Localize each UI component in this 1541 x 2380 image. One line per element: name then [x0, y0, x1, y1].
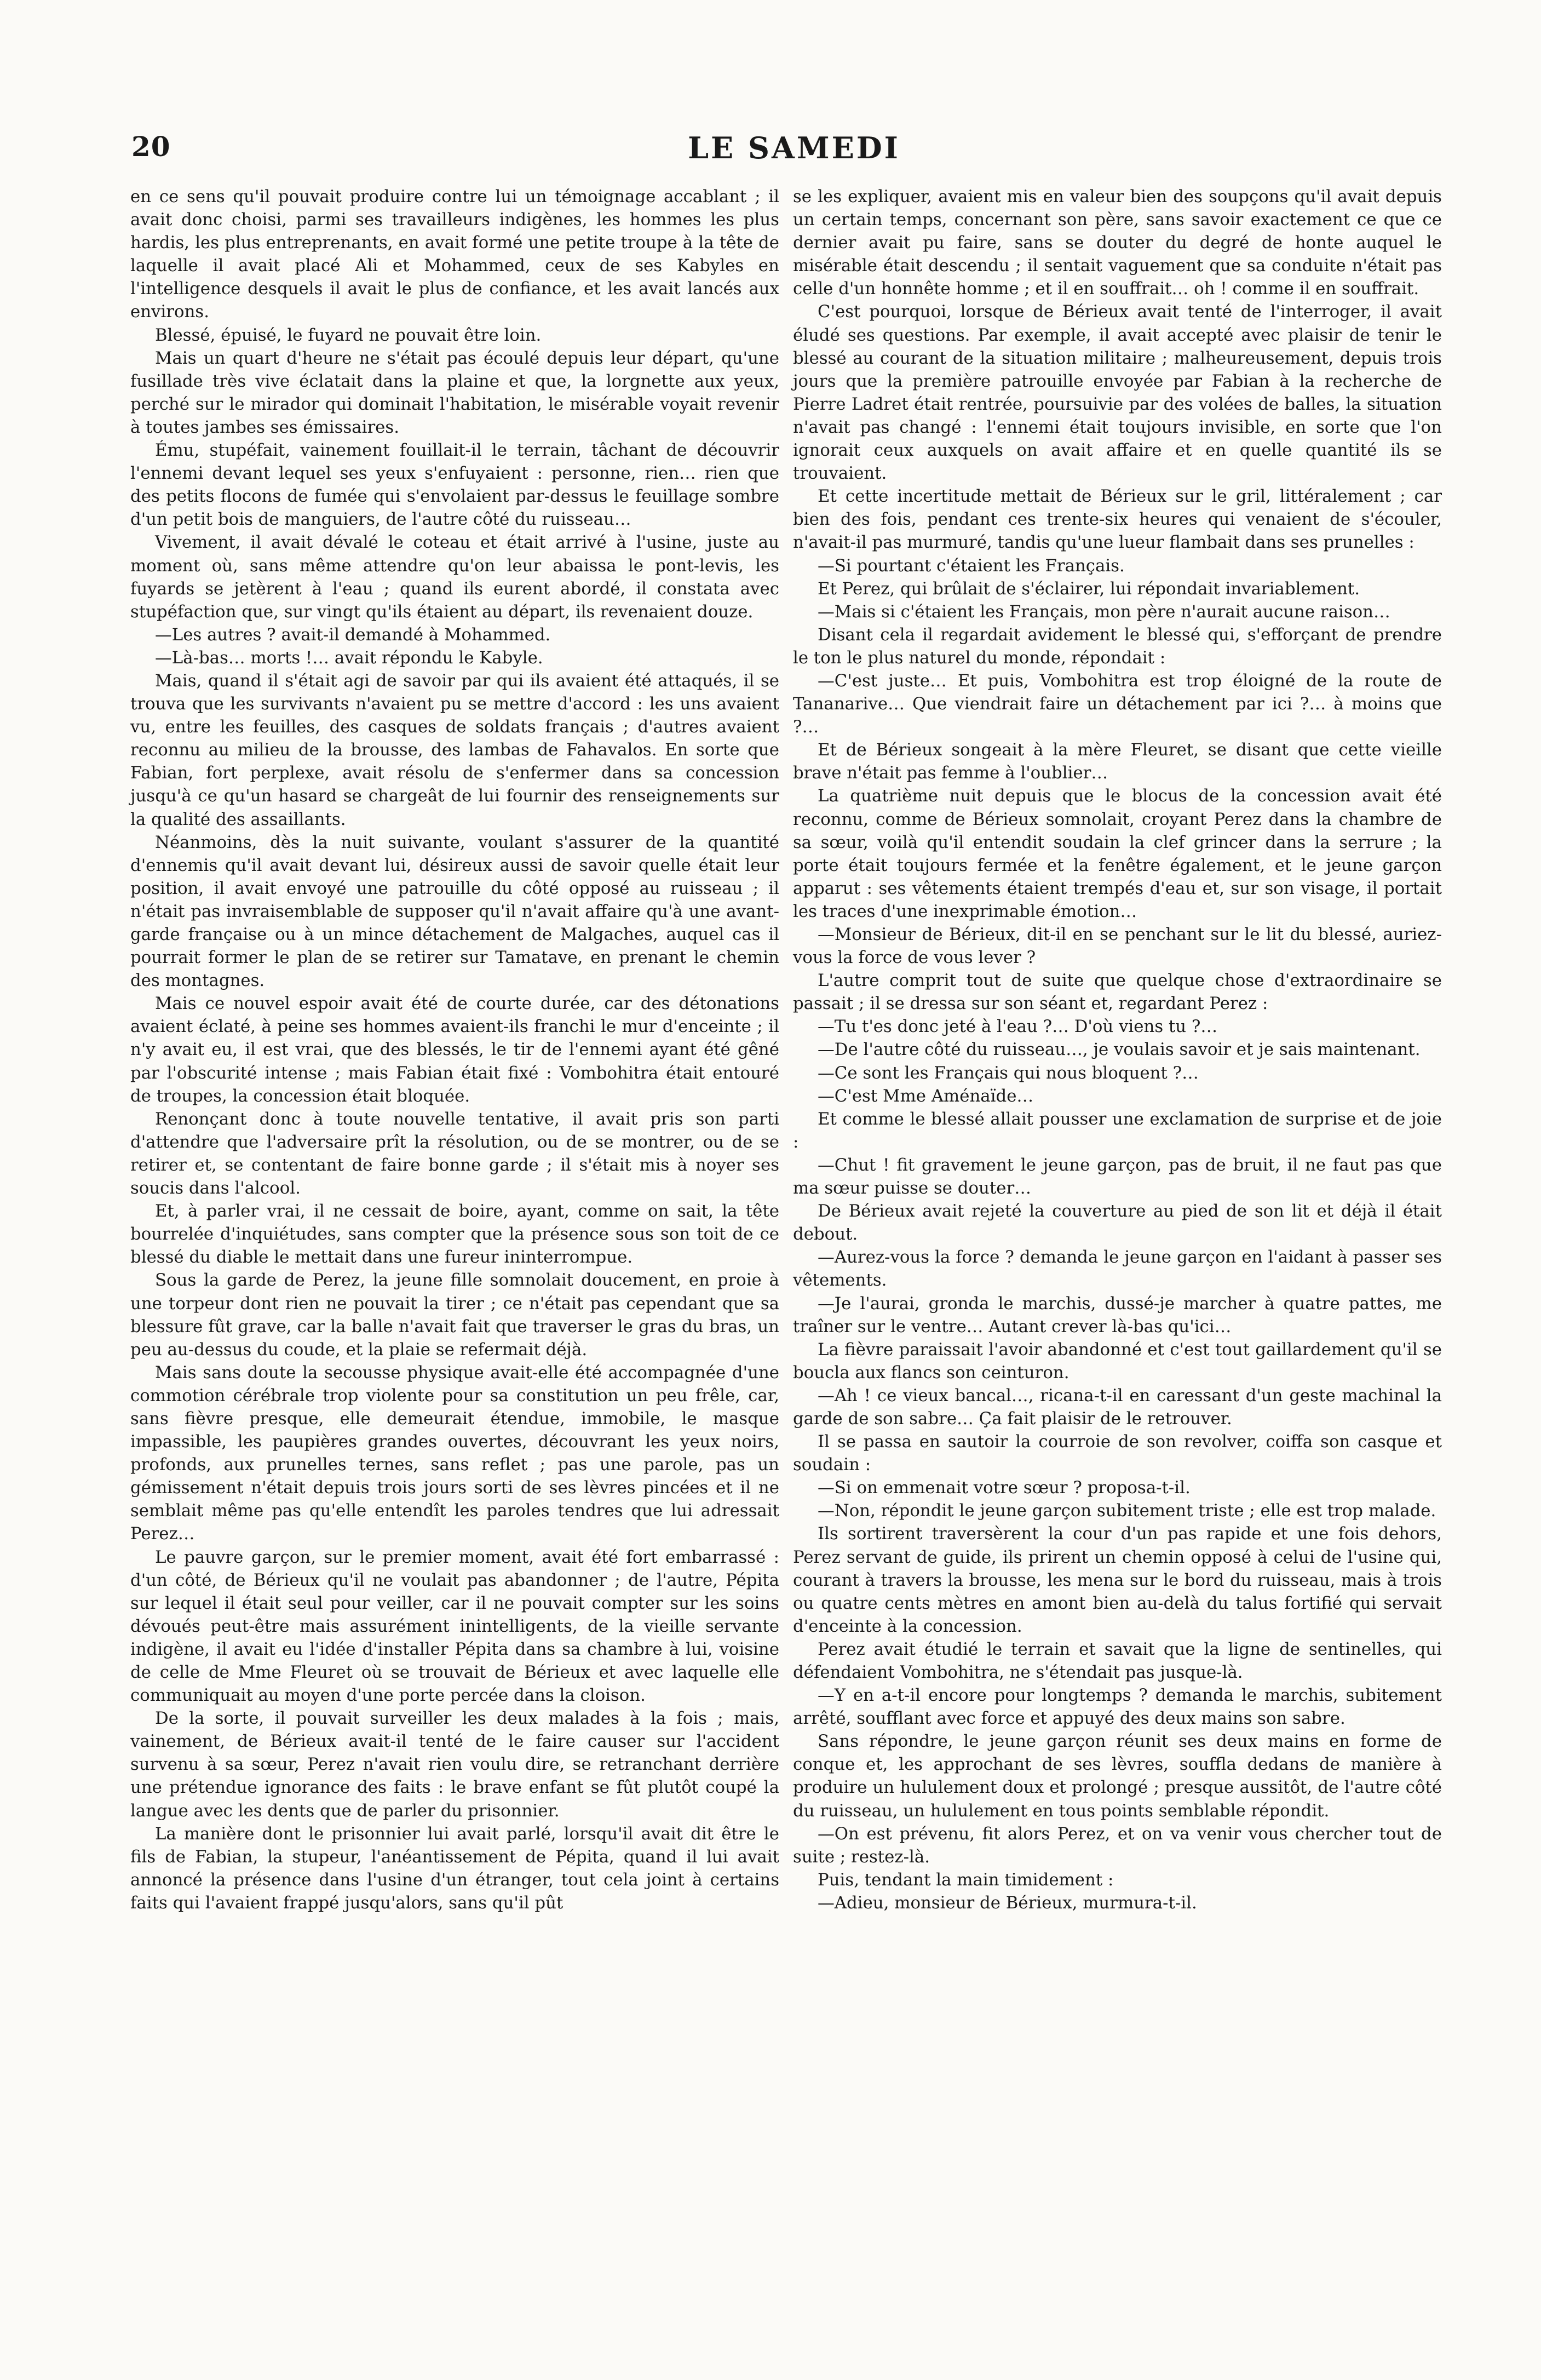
paragraph: —Les autres ? avait-il demandé à Mohammed. [155, 624, 551, 645]
paragraph: Il se passa en sautoir la courroie de son revolver, coiffa son casque et soudain : [793, 1432, 1442, 1475]
paragraph: —Là-bas… morts !… avait répondu le Kabyle. [155, 647, 543, 668]
paragraph: Sous la garde de Perez, la jeune fille somnolait doucement, en proie à une torpeur dont rien ne pouvait la tirer ; ce n'était pas cependant que sa blessure fût grave, car la balle n'avait fait que traverser le gras du bras, un peu au-dessus du coude, et la plaie se refermait déjà. [130, 1270, 779, 1360]
paragraph: —Y en a-t-il encore pour longtemps ? demanda le marchis, subitement arrêté, soufflant avec force et appuyé des deux mains son sabre. [793, 1685, 1442, 1729]
page-header [126, 130, 1462, 174]
paragraph: Mais un quart d'heure ne s'était pas écoulé depuis leur départ, qu'une fusillade très vive éclatait dans la plaine et que, la lorgnette aux yeux, perché sur le mirador qui dominait l'habitation, le misérable voyait revenir à toutes jambes ses émissaires. [130, 348, 779, 437]
paragraph: Mais sans doute la secousse physique avait-elle été accompagnée d'une commotion cérébrale trop violente pour sa constitution un peu frêle, car, sans fièvre presque, elle demeurait étendue, immobile, le masque impassible, les paupières grandes ouvertes, découvrant les yeux noirs, profonds, aux prunelles ternes, sans reflet ; pas une parole, pas un gémissement n'était depuis trois jours sorti de ses lèvres pincées et il ne semblait même pas qu'elle entendît les paroles tendres que lui adressait Perez… [130, 1362, 779, 1544]
paragraph: La quatrième nuit depuis que le blocus de la concession avait été reconnu, comme de Bérieux somnolait, croyant Perez dans la chambre de sa sœur, voilà qu'il entendit soudain la clef grincer dans la serrure ; la porte était toujours fermée et la fenêtre également, et le jeune garçon apparut : ses vêtements étaient trempés d'eau et, sur son visage, il portait les traces d'une inexprimable émotion… [793, 786, 1442, 921]
paragraph: —Tu t'es donc jeté à l'eau ?… D'où viens tu ?… [818, 1017, 1218, 1037]
paragraph: Et Perez, qui brûlait de s'éclairer, lui répondait invariablement. [818, 578, 1360, 599]
paragraph: Néanmoins, dès la nuit suivante, voulant s'assurer de la quantité d'ennemis qu'il avait devant lui, désireux aussi de savoir quelle était leur position, il avait envoyé une patrouille du côté opposé au ruisseau ; il n'était pas invraisemblable de supposer qu'il n'avait affaire qu'à une avant-garde française ou à un mince détachement de Malgaches, auquel cas il pourrait former le plan de se retirer sur Tamatave, en prenant le chemin des montagnes. [130, 832, 779, 991]
paragraph: —De l'autre côté du ruisseau…, je voulais savoir et je sais maintenant. [818, 1040, 1421, 1060]
paragraph: —On est prévenu, fit alors Perez, et on va venir vous chercher tout de suite ; restez-là. [793, 1823, 1442, 1867]
paragraph: Et de Bérieux songeait à la mère Fleuret, se disant que cette vieille brave n'était pas femme à l'oublier… [793, 740, 1442, 783]
left-column [130, 185, 779, 1914]
paragraph: se les expliquer, avaient mis en valeur bien des soupçons qu'il avait depuis un certain temps, concernant son père, sans savoir exactement ce que ce dernier avait pu faire, sans se douter du degré de honte auquel le misérable était descendu ; il sentait vaguement que sa conduite n'était pas celle d'un honnête homme ; et il en souffrait… oh ! comme il en souffrait. [793, 187, 1442, 299]
paragraph: en ce sens qu'il pouvait produire contre lui un témoignage accablant ; il avait donc choisi, parmi ses travailleurs indigènes, les hommes les plus hardis, les plus entreprenants, en avait formé une petite troupe à la tête de laquelle il avait placé Ali et Mohammed, ceux de ses Kabyles en l'intelligence desquels il avait le plus de confiance, et les avait lancés aux environs. [130, 187, 779, 322]
paragraph: Le pauvre garçon, sur le premier moment, avait été fort embarrassé : d'un côté, de Bérieux qu'il ne voulait pas abandonner ; de l'autre, Pépita sur lequel il était seul pour veiller, car il ne pouvait compter sur les soins dévoués peut-être mais assurément inintelligents, de la vieille servante indigène, il avait eu l'idée d'installer Pépita dans sa chambre à lui, voisine de celle de Mme Fleuret où se trouvait de Bérieux et avec laquelle elle communiquait au moyen d'une porte percée dans la cloison. [130, 1547, 779, 1706]
paragraph: —Non, répondit le jeune garçon subitement triste ; elle est trop malade. [818, 1501, 1436, 1521]
paragraph: Ils sortirent traversèrent la cour d'un pas rapide et une fois dehors, Perez servant de guide, ils prirent un chemin opposé à celui de l'usine qui, courant à travers la brousse, les mena sur le bord du ruisseau, mais à trois ou quatre cents mètres en amont bien au-delà du talus fortifié qui servait d'enceinte à la concession. [793, 1524, 1442, 1636]
page-number: 20 [131, 130, 171, 163]
paragraph: Blessé, épuisé, le fuyard ne pouvait être loin. [155, 325, 542, 345]
paragraph: —C'est Mme Aménaïde… [818, 1086, 1034, 1106]
paragraph: Perez avait étudié le terrain et savait que la ligne de sentinelles, qui défendaient Vombohitra, ne s'étendait pas jusque-là. [793, 1639, 1442, 1682]
right-column [793, 185, 1442, 1914]
paragraph: —Chut ! fit gravement le jeune garçon, pas de bruit, il ne faut pas que ma sœur puisse se douter… [793, 1155, 1442, 1198]
paragraph: —Monsieur de Bérieux, dit-il en se penchant sur le lit du blessé, auriez-vous la force de vous lever ? [793, 925, 1442, 968]
paragraph: —C'est juste… Et puis, Vombohitra est trop éloigné de la route de Tananarive… Que viendrait faire un détachement par ici ?… à moins que ?… [793, 670, 1442, 737]
paragraph: Mais, quand il s'était agi de savoir par qui ils avaient été attaqués, il se trouva que les survivants n'avaient pu se mettre d'accord : les uns avaient vu, entre les feuilles, des casques de soldats français ; d'autres avaient reconnu au milieu de la brousse, des lambas de Fahavalos. En sorte que Fabian, fort perplexe, avait résolu de s'enfermer dans sa concession jusqu'à ce qu'un hasard se chargeât de lui fournir des renseignements sur la qualité des assaillants. [130, 670, 779, 829]
paragraph: L'autre comprit tout de suite que quelque chose d'extraordinaire se passait ; il se dressa sur son séant et, regardant Perez : [793, 971, 1442, 1014]
paragraph: De Bérieux avait rejeté la couverture au pied de son lit et déjà il était debout. [793, 1201, 1442, 1245]
paragraph: Et comme le blessé allait pousser une exclamation de surprise et de joie : [793, 1109, 1442, 1152]
paragraph: Disant cela il regardait avidement le blessé qui, s'efforçant de prendre le ton le plus naturel du monde, répondait : [793, 624, 1442, 668]
paragraph: Renonçant donc à toute nouvelle tentative, il avait pris son parti d'attendre que l'adversaire prît la résolution, ou de se montrer, ou de se retirer et, se contentant de faire bonne garde ; il s'était mis à noyer ses soucis dans l'alcool. [130, 1109, 779, 1198]
paragraph: Puis, tendant la main timidement : [818, 1869, 1114, 1890]
paragraph: —Adieu, monsieur de Bérieux, murmura-t-il. [818, 1892, 1197, 1913]
paragraph: Mais ce nouvel espoir avait été de courte durée, car des détonations avaient éclaté, à peine ses hommes avaient-ils franchi le mur d'enceinte ; il n'y avait eu, il est vrai, que des blessés, le tir de l'ennemi ayant été gêné par l'obscurité intense ; mais Fabian était fixé : Vombohitra était entouré de troupes, la concession était bloquée. [130, 994, 779, 1106]
paragraph: C'est pourquoi, lorsque de Bérieux avait tenté de l'interroger, il avait éludé ses questions. Par exemple, il avait accepté avec plaisir de tenir le blessé au courant de la situation militaire ; malheureusement, depuis trois jours que la première patrouille envoyée par Fabian à la recherche de Pierre Ladret était rentrée, poursuivie par des volées de balles, la situation n'avait pas changé : l'ennemi était toujours invisible, en sorte que l'on ignorait ceux auxquels on avait affaire et en quelle quantité ils se trouvaient. [793, 302, 1442, 484]
paragraph: Vivement, il avait dévalé le coteau et était arrivé à l'usine, juste au moment où, sans même attendre qu'on leur abaissa le pont-levis, les fuyards se jetèrent à l'eau ; quand ils eurent abordé, il constata avec stupéfaction que, sur vingt qu'ils étaient au départ, ils revenaient douze. [130, 532, 779, 622]
paragraph: La fièvre paraissait l'avoir abandonné et c'est tout gaillardement qu'il se boucla aux flancs son ceinturon. [793, 1339, 1442, 1383]
paragraph: —Si pourtant c'étaient les Français. [818, 555, 1125, 576]
paragraph: Et, à parler vrai, il ne cessait de boire, ayant, comme on sait, la tête bourrelée d'inquiétudes, sans compter que la présence sous son toit de ce blessé du diable le mettait dans une fureur ininterrompue. [130, 1201, 779, 1268]
paragraph: —Mais si c'étaient les Français, mon père n'aurait aucune raison… [818, 601, 1390, 622]
paragraph: Ému, stupéfait, vainement fouillait-il le terrain, tâchant de découvrir l'ennemi devant lequel ses yeux s'enfuyaient : personne, rien… rien que des petits flocons de fumée qui s'envolaient par-dessus le feuillage sombre d'un petit bois de manguiers, de l'autre côté du ruisseau… [130, 440, 779, 530]
paragraph: —Si on emmenait votre sœur ? proposa-t-il. [818, 1478, 1191, 1498]
paragraph: —Aurez-vous la force ? demanda le jeune garçon en l'aidant à passer ses vêtements. [793, 1247, 1442, 1291]
paragraph: Sans répondre, le jeune garçon réunit ses deux mains en forme de conque et, les approchant de ses lèvres, souffla dedans de manière à produire un hululement doux et prolongé ; presque aussitôt, de l'autre côté du ruisseau, un hululement en tous points semblable répondit. [793, 1731, 1442, 1821]
paragraph: —Ce sont les Français qui nous bloquent ?… [818, 1063, 1199, 1083]
paragraph: —Ah ! ce vieux bancal…, ricana-t-il en caressant d'un geste machinal la garde de son sabre… Ça fait plaisir de le retrouver. [793, 1385, 1442, 1429]
paragraph: Et cette incertitude mettait de Bérieux sur le gril, littéralement ; car bien des fois, pendant ces trente-six heures qui venaient de s'écouler, n'avait-il pas murmuré, tandis qu'une lueur flambait dans ses prunelles : [793, 486, 1442, 553]
journal-title: LE SAMEDI [688, 130, 900, 165]
paragraph: La manière dont le prisonnier lui avait parlé, lorsqu'il avait dit être le fils de Fabian, la stupeur, l'anéantissement de Pépita, quand il lui avait annoncé la présence dans l'usine d'un étranger, tout cela joint à certains faits qui l'avaient frappé jusqu'alors, sans qu'il pût [130, 1823, 779, 1913]
paragraph: De la sorte, il pouvait surveiller les deux malades à la fois ; mais, vainement, de Bérieux avait-il tenté de le faire causer sur l'accident survenu à sa sœur, Perez n'avait rien voulu dire, se retranchant derrière une prétendue ignorance des faits : le brave enfant se fût plutôt coupé la langue avec les dents que de parler du prisonnier. [130, 1708, 779, 1821]
paragraph: —Je l'aurai, gronda le marchis, dussé-je marcher à quatre pattes, me traîner sur le ventre… Autant crever là-bas qu'ici… [793, 1293, 1442, 1337]
